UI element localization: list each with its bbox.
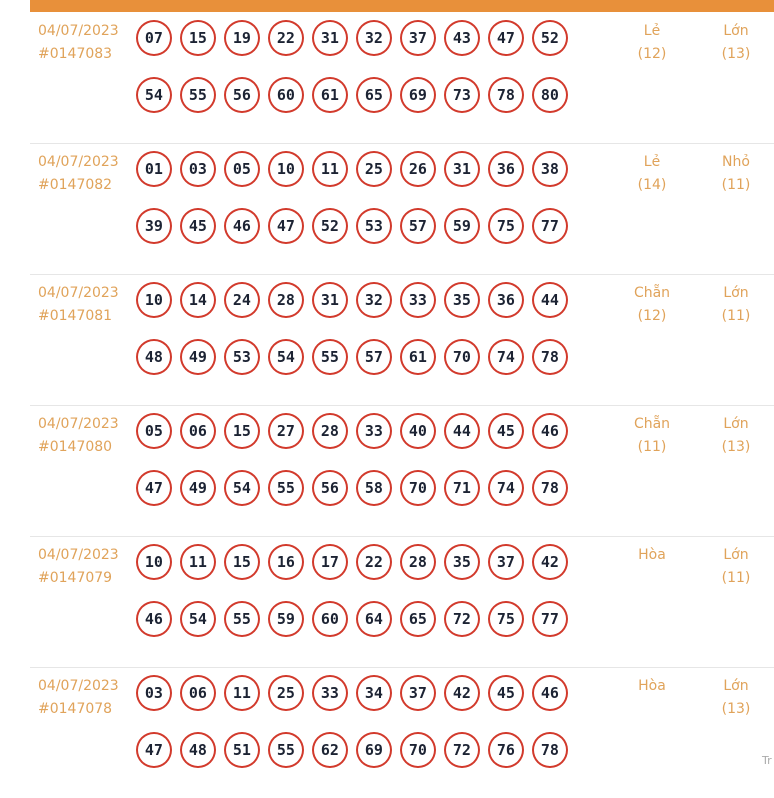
number-ball: 56 bbox=[312, 470, 348, 506]
ball-line bbox=[136, 601, 576, 639]
ball-line bbox=[136, 339, 576, 377]
number-ball: 47 bbox=[136, 732, 172, 768]
number-ball: 61 bbox=[312, 77, 348, 113]
number-ball: 42 bbox=[532, 544, 568, 580]
number-ball: 22 bbox=[356, 544, 392, 580]
parity-stat bbox=[622, 282, 682, 328]
draw-id: #0147080 bbox=[38, 439, 113, 455]
number-ball: 55 bbox=[224, 601, 260, 637]
number-ball: 55 bbox=[312, 339, 348, 375]
number-ball: 52 bbox=[312, 208, 348, 244]
number-ball: 44 bbox=[444, 413, 480, 449]
number-ball: 15 bbox=[180, 20, 216, 56]
number-ball: 74 bbox=[488, 470, 524, 506]
stat-count: (13) bbox=[721, 439, 751, 455]
draw-numbers bbox=[136, 413, 576, 527]
ball-line bbox=[136, 77, 576, 115]
stat-label: Lớn bbox=[723, 285, 749, 301]
number-ball: 51 bbox=[224, 732, 260, 768]
number-ball: 78 bbox=[532, 470, 568, 506]
stat-count: (12) bbox=[637, 308, 667, 324]
stat-label: Chẵn bbox=[633, 416, 671, 432]
number-ball: 25 bbox=[268, 675, 304, 711]
number-ball: 62 bbox=[312, 732, 348, 768]
number-ball: 46 bbox=[532, 675, 568, 711]
number-ball: 37 bbox=[400, 675, 436, 711]
number-ball: 59 bbox=[268, 601, 304, 637]
number-ball: 70 bbox=[444, 339, 480, 375]
draw-id: #0147082 bbox=[38, 177, 113, 193]
number-ball: 28 bbox=[312, 413, 348, 449]
number-ball: 65 bbox=[400, 601, 436, 637]
ball-line bbox=[136, 20, 576, 58]
draw-meta bbox=[38, 151, 119, 197]
number-ball: 49 bbox=[180, 339, 216, 375]
number-ball: 10 bbox=[268, 151, 304, 187]
stat-label: Lớn bbox=[723, 23, 749, 39]
number-ball: 78 bbox=[488, 77, 524, 113]
ball-line bbox=[136, 675, 576, 713]
number-ball: 65 bbox=[356, 77, 392, 113]
number-ball: 47 bbox=[488, 20, 524, 56]
number-ball: 47 bbox=[268, 208, 304, 244]
number-ball: 54 bbox=[224, 470, 260, 506]
stat-label: Nhỏ bbox=[722, 154, 750, 170]
draw-row bbox=[30, 405, 774, 537]
number-ball: 37 bbox=[400, 20, 436, 56]
ball-line bbox=[136, 470, 576, 508]
draw-meta bbox=[38, 544, 119, 590]
size-stat bbox=[706, 544, 766, 590]
stat-label: Lớn bbox=[723, 678, 749, 694]
number-ball: 53 bbox=[224, 339, 260, 375]
draw-row bbox=[30, 536, 774, 668]
number-ball: 36 bbox=[488, 151, 524, 187]
number-ball: 38 bbox=[532, 151, 568, 187]
number-ball: 31 bbox=[312, 282, 348, 318]
number-ball: 05 bbox=[136, 413, 172, 449]
stat-count: (11) bbox=[721, 177, 751, 193]
number-ball: 11 bbox=[224, 675, 260, 711]
number-ball: 69 bbox=[356, 732, 392, 768]
number-ball: 22 bbox=[268, 20, 304, 56]
stat-label: Hòa bbox=[638, 678, 666, 694]
number-ball: 45 bbox=[180, 208, 216, 244]
size-stat bbox=[706, 413, 766, 459]
number-ball: 27 bbox=[268, 413, 304, 449]
size-stat bbox=[706, 151, 766, 197]
number-ball: 07 bbox=[136, 20, 172, 56]
number-ball: 33 bbox=[312, 675, 348, 711]
number-ball: 70 bbox=[400, 470, 436, 506]
number-ball: 26 bbox=[400, 151, 436, 187]
number-ball: 75 bbox=[488, 601, 524, 637]
draw-numbers bbox=[136, 544, 576, 658]
number-ball: 72 bbox=[444, 732, 480, 768]
number-ball: 32 bbox=[356, 20, 392, 56]
number-ball: 40 bbox=[400, 413, 436, 449]
draw-date: 04/07/2023 bbox=[38, 678, 119, 694]
number-ball: 44 bbox=[532, 282, 568, 318]
number-ball: 78 bbox=[532, 339, 568, 375]
parity-stat bbox=[622, 151, 682, 197]
number-ball: 48 bbox=[180, 732, 216, 768]
stat-label: Lẻ bbox=[643, 154, 661, 170]
stat-count: (13) bbox=[721, 46, 751, 62]
number-ball: 59 bbox=[444, 208, 480, 244]
parity-stat bbox=[622, 675, 682, 698]
draw-id: #0147078 bbox=[38, 701, 113, 717]
number-ball: 54 bbox=[136, 77, 172, 113]
draw-numbers bbox=[136, 151, 576, 265]
stat-count: (14) bbox=[637, 177, 667, 193]
number-ball: 15 bbox=[224, 413, 260, 449]
number-ball: 36 bbox=[488, 282, 524, 318]
draw-meta bbox=[38, 282, 119, 328]
number-ball: 71 bbox=[444, 470, 480, 506]
parity-stat bbox=[622, 544, 682, 567]
stat-label: Lớn bbox=[723, 416, 749, 432]
number-ball: 03 bbox=[136, 675, 172, 711]
stat-count: (11) bbox=[637, 439, 667, 455]
number-ball: 60 bbox=[268, 77, 304, 113]
number-ball: 14 bbox=[180, 282, 216, 318]
draw-date: 04/07/2023 bbox=[38, 154, 119, 170]
number-ball: 52 bbox=[532, 20, 568, 56]
number-ball: 34 bbox=[356, 675, 392, 711]
number-ball: 58 bbox=[356, 470, 392, 506]
number-ball: 46 bbox=[224, 208, 260, 244]
number-ball: 80 bbox=[532, 77, 568, 113]
number-ball: 31 bbox=[312, 20, 348, 56]
number-ball: 24 bbox=[224, 282, 260, 318]
number-ball: 06 bbox=[180, 413, 216, 449]
ball-line bbox=[136, 732, 576, 770]
number-ball: 46 bbox=[532, 413, 568, 449]
size-stat bbox=[706, 282, 766, 328]
number-ball: 28 bbox=[268, 282, 304, 318]
header-accent-bar bbox=[30, 0, 774, 12]
number-ball: 31 bbox=[444, 151, 480, 187]
ball-line bbox=[136, 544, 576, 582]
number-ball: 49 bbox=[180, 470, 216, 506]
number-ball: 43 bbox=[444, 20, 480, 56]
number-ball: 11 bbox=[312, 151, 348, 187]
number-ball: 03 bbox=[180, 151, 216, 187]
number-ball: 11 bbox=[180, 544, 216, 580]
draw-meta bbox=[38, 413, 119, 459]
draw-id: #0147079 bbox=[38, 570, 113, 586]
number-ball: 35 bbox=[444, 282, 480, 318]
number-ball: 28 bbox=[400, 544, 436, 580]
stat-label: Chẵn bbox=[633, 285, 671, 301]
number-ball: 70 bbox=[400, 732, 436, 768]
number-ball: 73 bbox=[444, 77, 480, 113]
number-ball: 19 bbox=[224, 20, 260, 56]
number-ball: 39 bbox=[136, 208, 172, 244]
number-ball: 56 bbox=[224, 77, 260, 113]
stat-label: Lẻ bbox=[643, 23, 661, 39]
draw-row bbox=[30, 12, 774, 144]
draw-row bbox=[30, 274, 774, 406]
draw-row bbox=[30, 143, 774, 275]
number-ball: 05 bbox=[224, 151, 260, 187]
number-ball: 33 bbox=[356, 413, 392, 449]
number-ball: 45 bbox=[488, 413, 524, 449]
number-ball: 47 bbox=[136, 470, 172, 506]
draw-meta bbox=[38, 20, 119, 66]
number-ball: 60 bbox=[312, 601, 348, 637]
ball-line bbox=[136, 282, 576, 320]
number-ball: 53 bbox=[356, 208, 392, 244]
draw-numbers bbox=[136, 20, 576, 134]
size-stat bbox=[706, 675, 766, 721]
draw-date: 04/07/2023 bbox=[38, 285, 119, 301]
number-ball: 77 bbox=[532, 208, 568, 244]
number-ball: 45 bbox=[488, 675, 524, 711]
number-ball: 55 bbox=[268, 470, 304, 506]
number-ball: 54 bbox=[180, 601, 216, 637]
number-ball: 25 bbox=[356, 151, 392, 187]
stat-label: Lớn bbox=[723, 547, 749, 563]
number-ball: 61 bbox=[400, 339, 436, 375]
number-ball: 32 bbox=[356, 282, 392, 318]
number-ball: 72 bbox=[444, 601, 480, 637]
stat-count: (11) bbox=[721, 570, 751, 586]
number-ball: 06 bbox=[180, 675, 216, 711]
draw-date: 04/07/2023 bbox=[38, 23, 119, 39]
number-ball: 17 bbox=[312, 544, 348, 580]
number-ball: 57 bbox=[400, 208, 436, 244]
number-ball: 35 bbox=[444, 544, 480, 580]
number-ball: 37 bbox=[488, 544, 524, 580]
footer-text-fragment: Tr bbox=[762, 754, 772, 767]
draw-date: 04/07/2023 bbox=[38, 547, 119, 563]
number-ball: 57 bbox=[356, 339, 392, 375]
draw-id: #0147081 bbox=[38, 308, 113, 324]
number-ball: 01 bbox=[136, 151, 172, 187]
number-ball: 64 bbox=[356, 601, 392, 637]
number-ball: 55 bbox=[268, 732, 304, 768]
draw-date: 04/07/2023 bbox=[38, 416, 119, 432]
number-ball: 33 bbox=[400, 282, 436, 318]
stat-count: (12) bbox=[637, 46, 667, 62]
number-ball: 55 bbox=[180, 77, 216, 113]
number-ball: 15 bbox=[224, 544, 260, 580]
number-ball: 10 bbox=[136, 544, 172, 580]
ball-line bbox=[136, 151, 576, 189]
number-ball: 42 bbox=[444, 675, 480, 711]
size-stat bbox=[706, 20, 766, 66]
number-ball: 76 bbox=[488, 732, 524, 768]
ball-line bbox=[136, 208, 576, 246]
ball-line bbox=[136, 413, 576, 451]
number-ball: 48 bbox=[136, 339, 172, 375]
draw-numbers bbox=[136, 282, 576, 396]
number-ball: 46 bbox=[136, 601, 172, 637]
parity-stat bbox=[622, 413, 682, 459]
number-ball: 69 bbox=[400, 77, 436, 113]
number-ball: 54 bbox=[268, 339, 304, 375]
number-ball: 16 bbox=[268, 544, 304, 580]
parity-stat bbox=[622, 20, 682, 66]
draw-row bbox=[30, 667, 774, 798]
stat-label: Hòa bbox=[638, 547, 666, 563]
draw-numbers bbox=[136, 675, 576, 789]
number-ball: 77 bbox=[532, 601, 568, 637]
number-ball: 10 bbox=[136, 282, 172, 318]
number-ball: 74 bbox=[488, 339, 524, 375]
stat-count: (11) bbox=[721, 308, 751, 324]
draw-meta bbox=[38, 675, 119, 721]
number-ball: 75 bbox=[488, 208, 524, 244]
draw-id: #0147083 bbox=[38, 46, 113, 62]
stat-count: (13) bbox=[721, 701, 751, 717]
number-ball: 78 bbox=[532, 732, 568, 768]
